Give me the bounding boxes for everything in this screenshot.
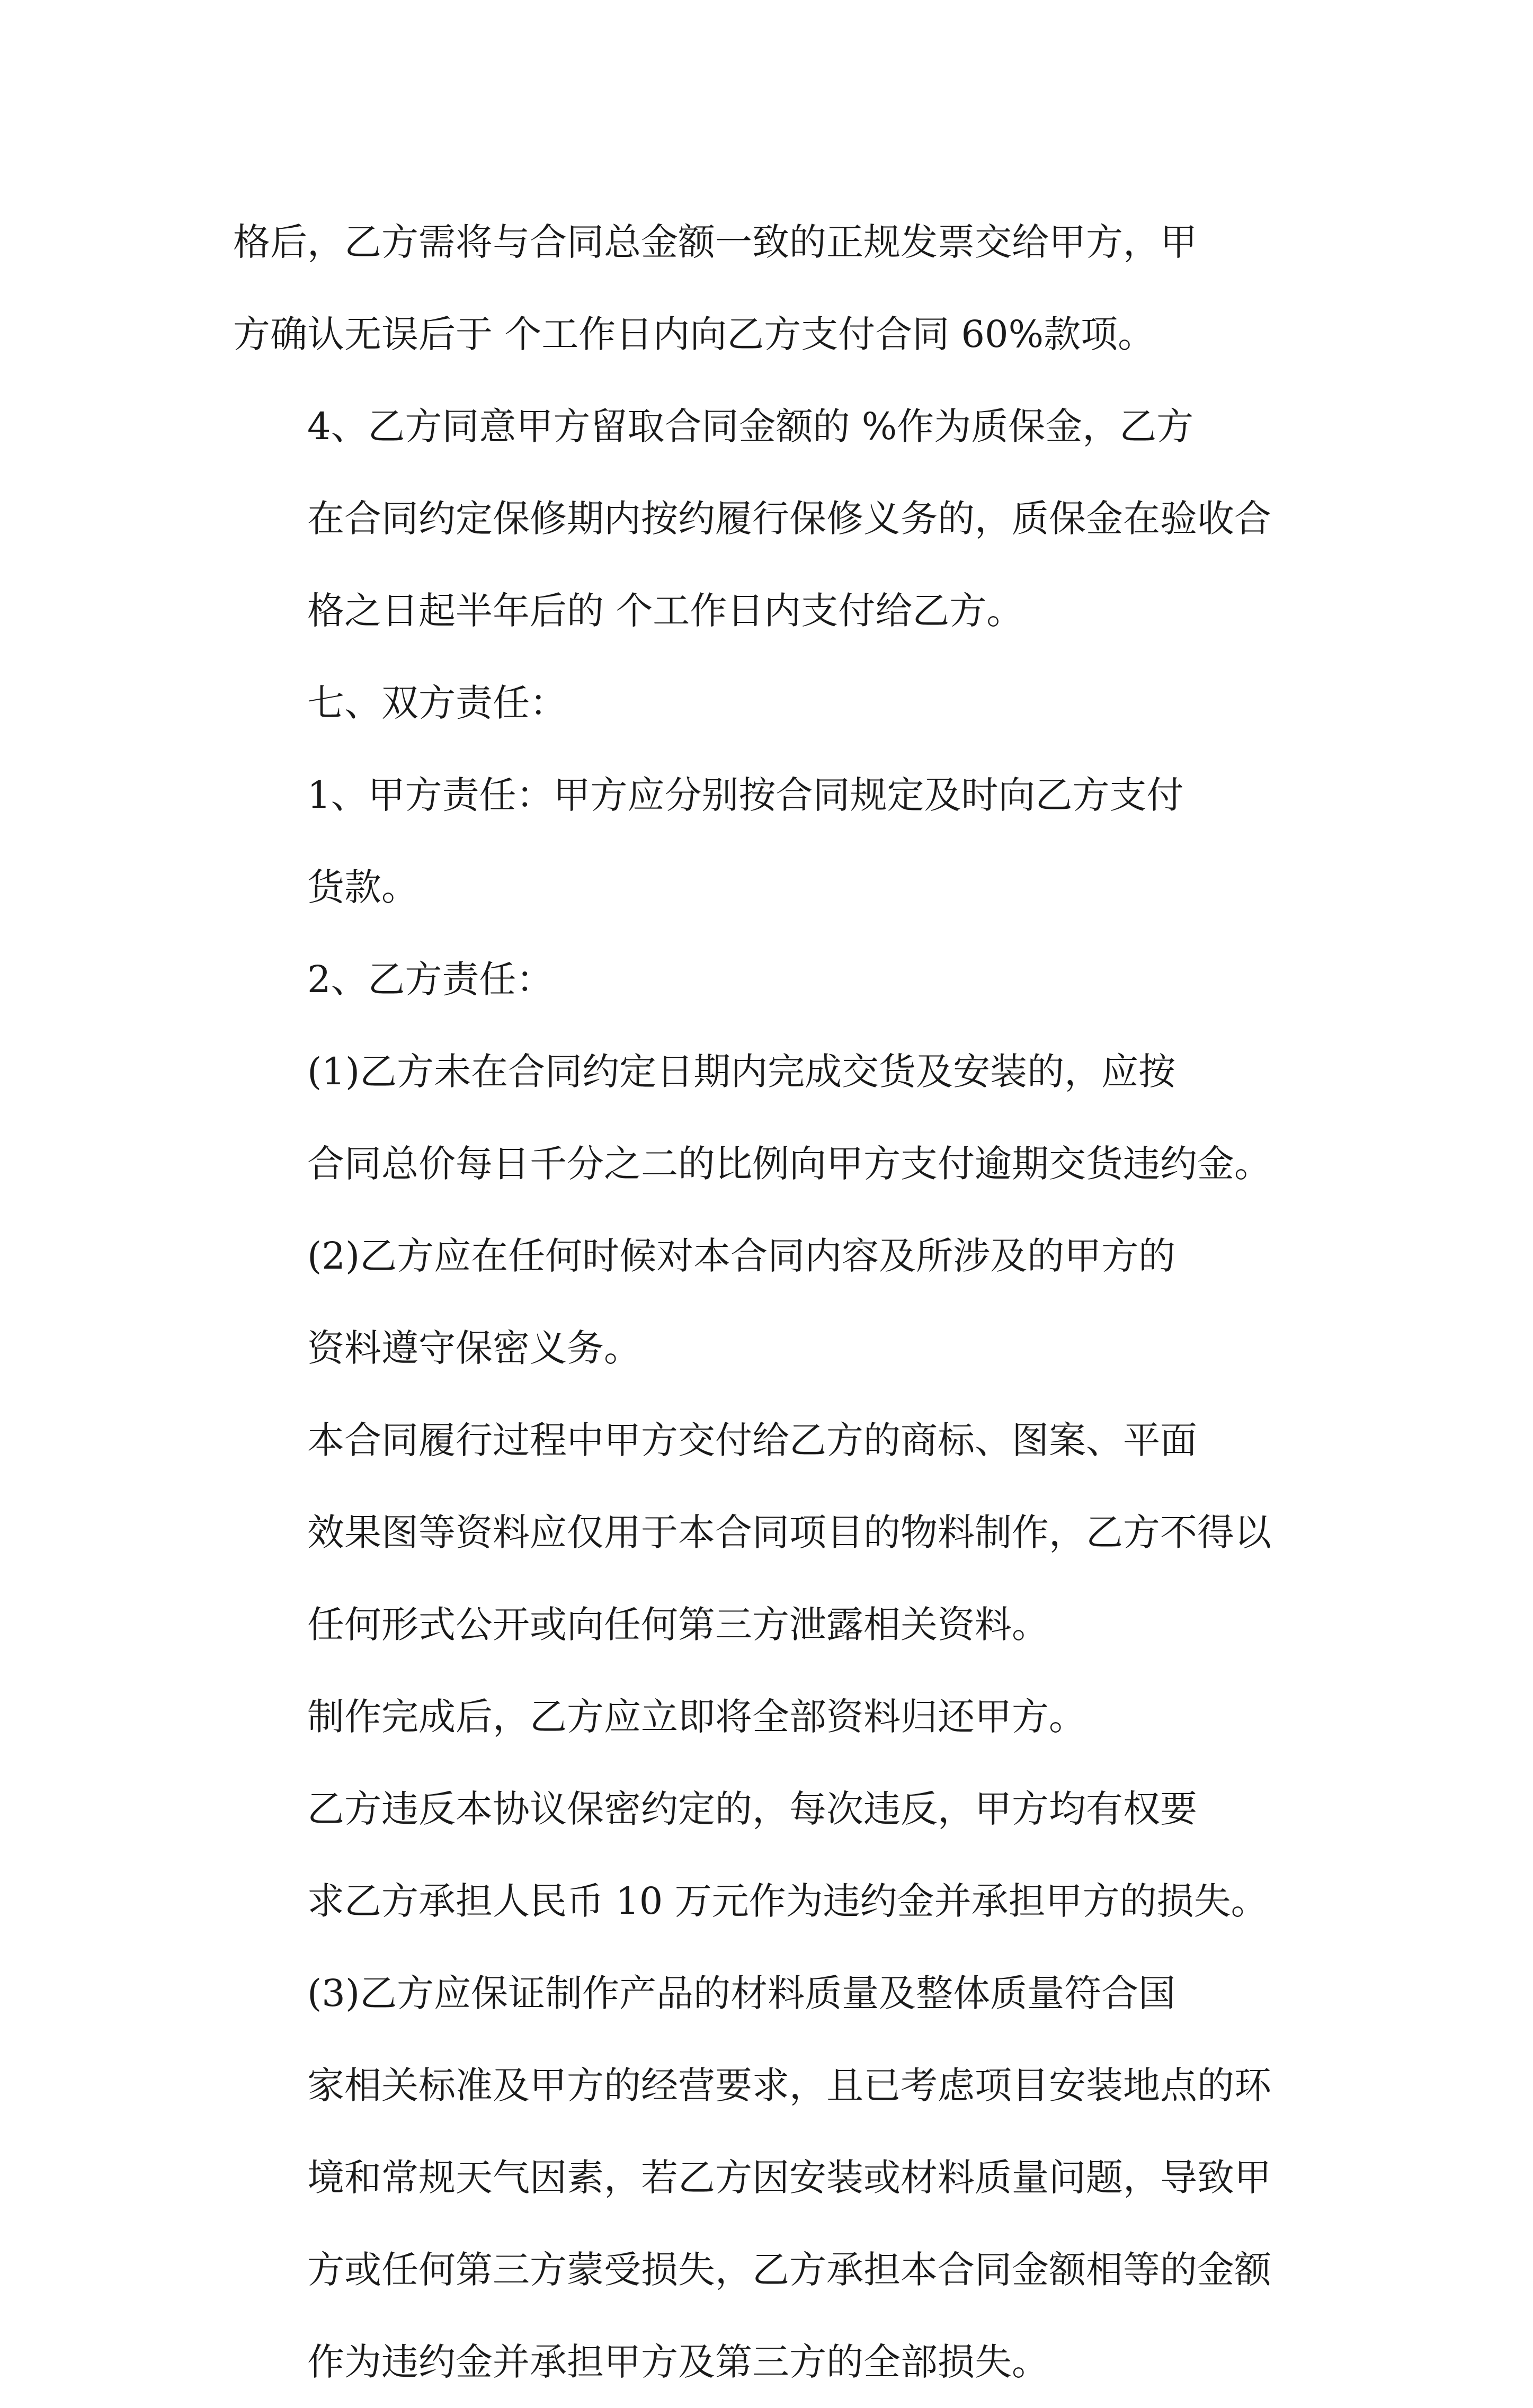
text-line: 方确认无误后于 个工作日内向乙方支付合同 60%款项。 <box>233 313 1155 356</box>
paragraph-clause-4-warranty-deposit <box>233 380 1319 657</box>
text-line: 2、乙方责任： <box>307 958 554 1001</box>
text-line: 方或任何第三方蒙受损失，乙方承担本合同金额相等的金额 <box>307 2248 1271 2291</box>
text-line: 七、双方责任： <box>307 681 567 725</box>
paragraph-item-2-confidentiality <box>233 1210 1319 1394</box>
text-line: 作为违约金并承担甲方及第三方的全部损失。 <box>307 2340 1049 2384</box>
paragraph-return-materials <box>233 1671 1319 1763</box>
text-line: 求乙方承担人民币 10 万元作为违约金并承担甲方的损失。 <box>307 1879 1268 1923</box>
document-body <box>233 196 1319 2408</box>
paragraph-party-a-responsibility <box>233 749 1319 933</box>
paragraph-party-b-responsibility-heading <box>233 933 1319 1025</box>
text-line: (2)乙方应在任何时候对本合同内容及所涉及的甲方的 <box>307 1234 1176 1278</box>
text-line: 格后，乙方需将与合同总金额一致的正规发票交给甲方，甲 <box>233 220 1197 264</box>
text-line: 本合同履行过程中甲方交付给乙方的商标、图案、平面 <box>307 1419 1197 1462</box>
text-line: 效果图等资料应仅用于本合同项目的物料制作，乙方不得以 <box>307 1511 1271 1554</box>
text-line: 格之日起半年后的 个工作日内支付给乙方。 <box>307 589 1024 632</box>
text-line: 合同总价每日千分之二的比例向甲方支付逾期交货违约金。 <box>307 1142 1271 1185</box>
text-line: 制作完成后，乙方应立即将全部资料归还甲方。 <box>307 1695 1086 1738</box>
text-line: 任何形式公开或向任何第三方泄露相关资料。 <box>307 1603 1049 1646</box>
paragraph-materials-usage <box>233 1394 1319 1671</box>
text-line: 1、甲方责任：甲方应分别按合同规定及时向乙方支付 <box>307 773 1184 817</box>
paragraph-invoice-payment <box>233 196 1319 380</box>
paragraph-breach-penalty <box>233 1763 1319 1947</box>
paragraph-item-3-quality <box>233 1947 1319 2408</box>
section-heading-responsibilities <box>233 657 1319 749</box>
text-line: 乙方违反本协议保密约定的，每次违反，甲方均有权要 <box>307 1787 1197 1831</box>
paragraph-item-1-late-delivery <box>233 1025 1319 1210</box>
text-line: 货款。 <box>307 866 418 909</box>
text-line: (3)乙方应保证制作产品的材料质量及整体质量符合国 <box>307 1972 1176 2015</box>
text-line: 4、乙方同意甲方留取合同金额的 %作为质保金，乙方 <box>307 405 1194 448</box>
text-line: 资料遵守保密义务。 <box>307 1326 641 1370</box>
text-line: 境和常规天气因素，若乙方因安装或材料质量问题，导致甲 <box>307 2156 1271 2199</box>
text-line: 家相关标准及甲方的经营要求，且已考虑项目安装地点的环 <box>307 2064 1271 2107</box>
text-line: (1)乙方未在合同约定日期内完成交货及安装的，应按 <box>307 1050 1176 1093</box>
text-line: 在合同约定保修期内按约履行保修义务的，质保金在验收合 <box>307 497 1271 540</box>
